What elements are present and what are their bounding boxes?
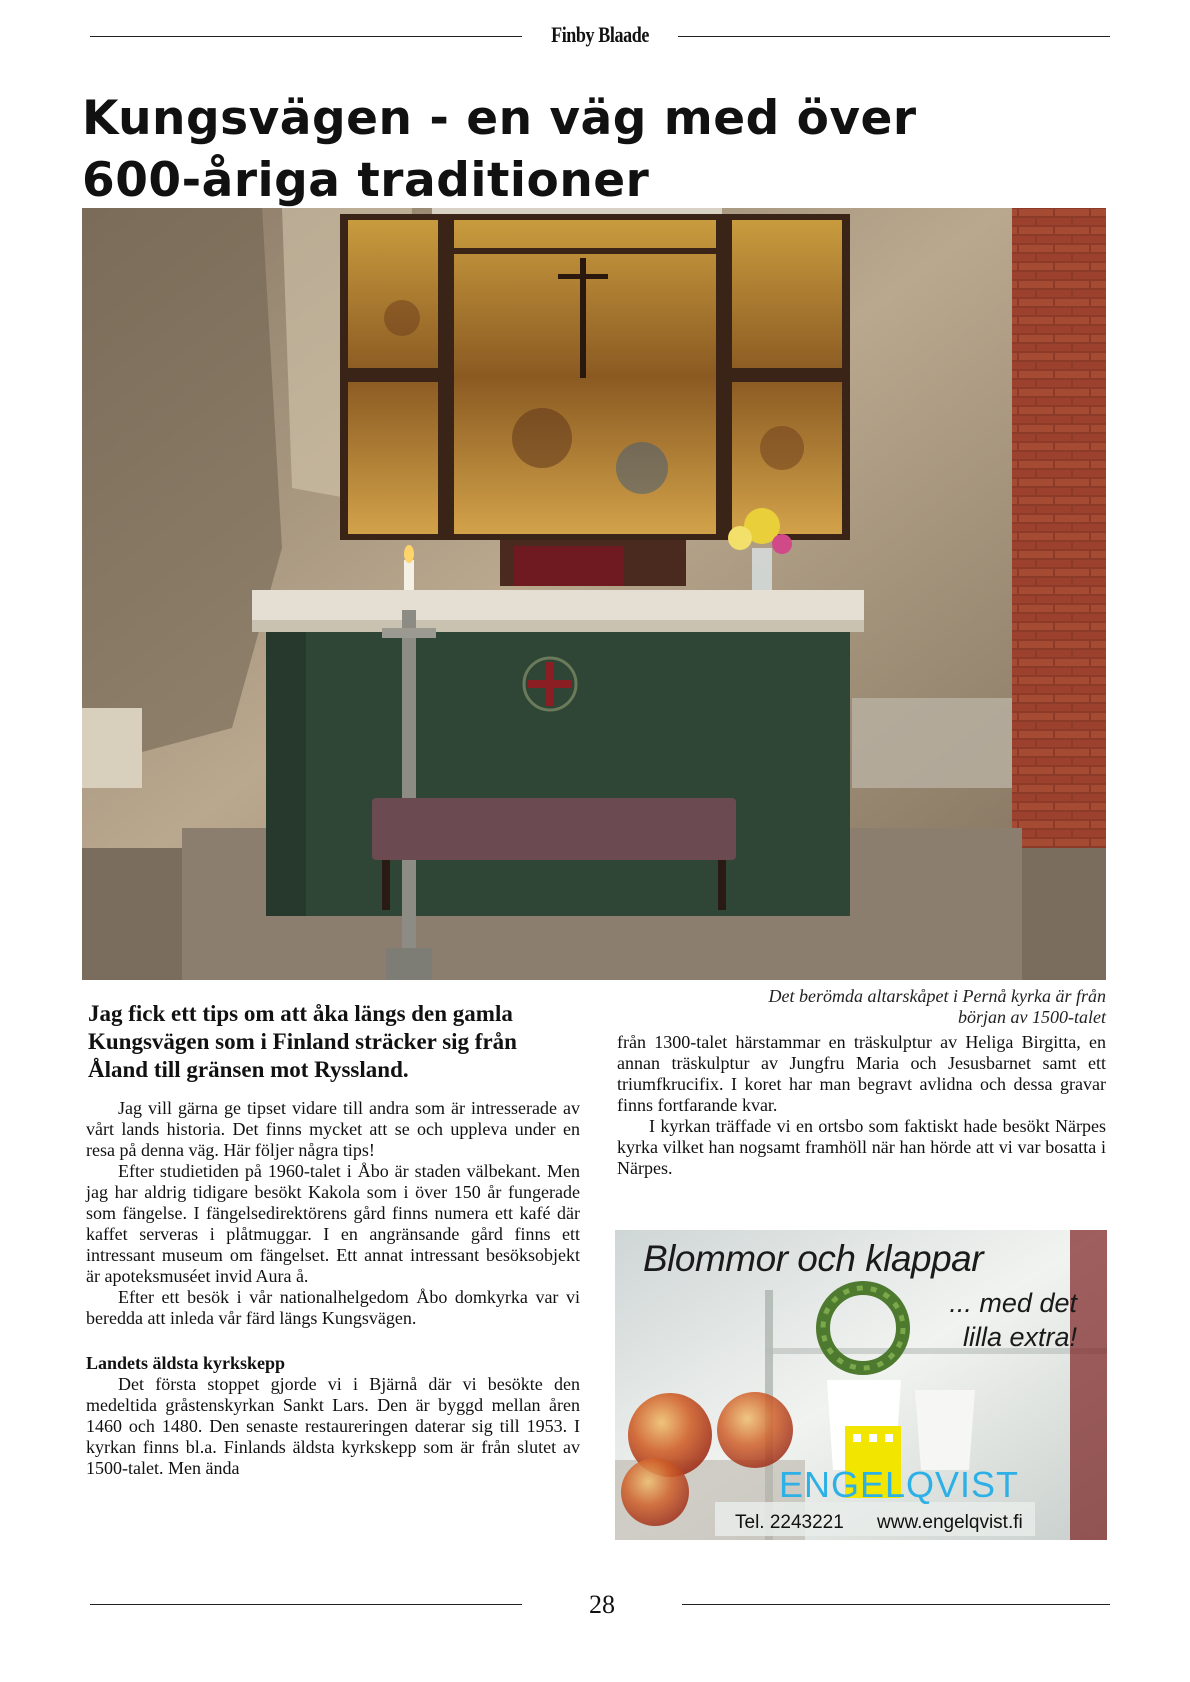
paragraph-4: Det första stoppet gjorde vi i Bjärnå där vi besökte den medeltida gråstenskyrkan Sankt Lars. Den är byggd mellan åren 1460 och 1480. Den senaste restaureringen daterar sig till 1953. I kyrkan finns bl.a. Finlands äldsta kyrkskepp som är från slutet av 1500-talet. Men ända [86,1374,580,1478]
ad-tagline-1: ... med det [949,1288,1077,1318]
page-footer [90,1590,1110,1620]
masthead-rule-right [678,36,1110,37]
newspaper-name: Finby Blaade [551,22,649,47]
headline-line-2: 600-åriga traditioner [82,153,650,208]
article-lead: Jag fick ett tips om att åka längs den gamla Kungsvägen som i Finland sträcker sig från Åland till gränsen mot Ryssland. [88,1001,517,1082]
ad-phone: Tel. 2243221 [735,1512,844,1533]
page-number: 28 [589,1590,615,1619]
masthead-rule-left [90,36,522,37]
subheading: Landets äldsta kyrkskepp [86,1353,286,1373]
paragraph-1: Jag vill gärna ge tipset vidare till andra som är intresserade av vårt lands historia. Det finns mycket att se och uppleva under en resa på denna väg. Här följer några tips! [86,1098,580,1160]
footer-rule-right [682,1604,1110,1605]
footer-rule-left [90,1604,522,1605]
paragraph-5: från 1300-talet härstammar en träskulptur av Heliga Birgitta, en annan träskulptur av Jungfru Maria och Jesusbarnet samt ett triumfkrucifix. I koret har man begravt avlidna och dessa gravar finns fortfarande kvar. [617,1032,1106,1115]
paragraph-3: Efter ett besök i vår nationalhelgedom Åbo domkyrka var vi beredda att inleda vår färd längs Kungsvägen. [86,1287,580,1328]
left-column [86,1098,580,1479]
ad-brand-logo: ENGELQVIST [778,1464,1020,1505]
altarpiece-illustration [82,208,1106,980]
engelqvist-advertisement [615,1230,1107,1540]
paragraph-6: I kyrkan träffade vi en ortsbo som faktiskt hade besökt Närpes kyrka vilket han nogsamt framhöll när han hörde att vi var bosatta i Närpes. [617,1116,1106,1178]
article-headline [82,88,1102,212]
headline-line-1: Kungsvägen - en väg med över [82,91,917,146]
right-column [617,1032,1106,1179]
caption-line-2: början av 1500-talet [958,1007,1106,1027]
ad-title: Blommor och klappar [643,1238,984,1279]
altarpiece-photo [82,208,1106,980]
paragraph-2: Efter studietiden på 1960-talet i Åbo är staden välbekant. Men jag har aldrig tidigare besökt Kakola som i över 150 år fungerade som fängelse. I fängelsedirektörens gård finns numera ett kafé där kaffet serveras i plåtmuggar. I en angränsande gård finns ett intressant museum om fängelset. Ett annat intressant besöksobjekt är apoteksmuséet invid Aura å. [86,1161,580,1286]
caption-line-1: Det berömda altarskåpet i Pernå kyrka är från [768,986,1106,1006]
ad-website: www.engelqvist.fi [877,1512,1023,1533]
photo-caption [620,986,1106,1028]
ad-tagline-2: lilla extra! [962,1322,1077,1352]
masthead [90,22,1110,52]
